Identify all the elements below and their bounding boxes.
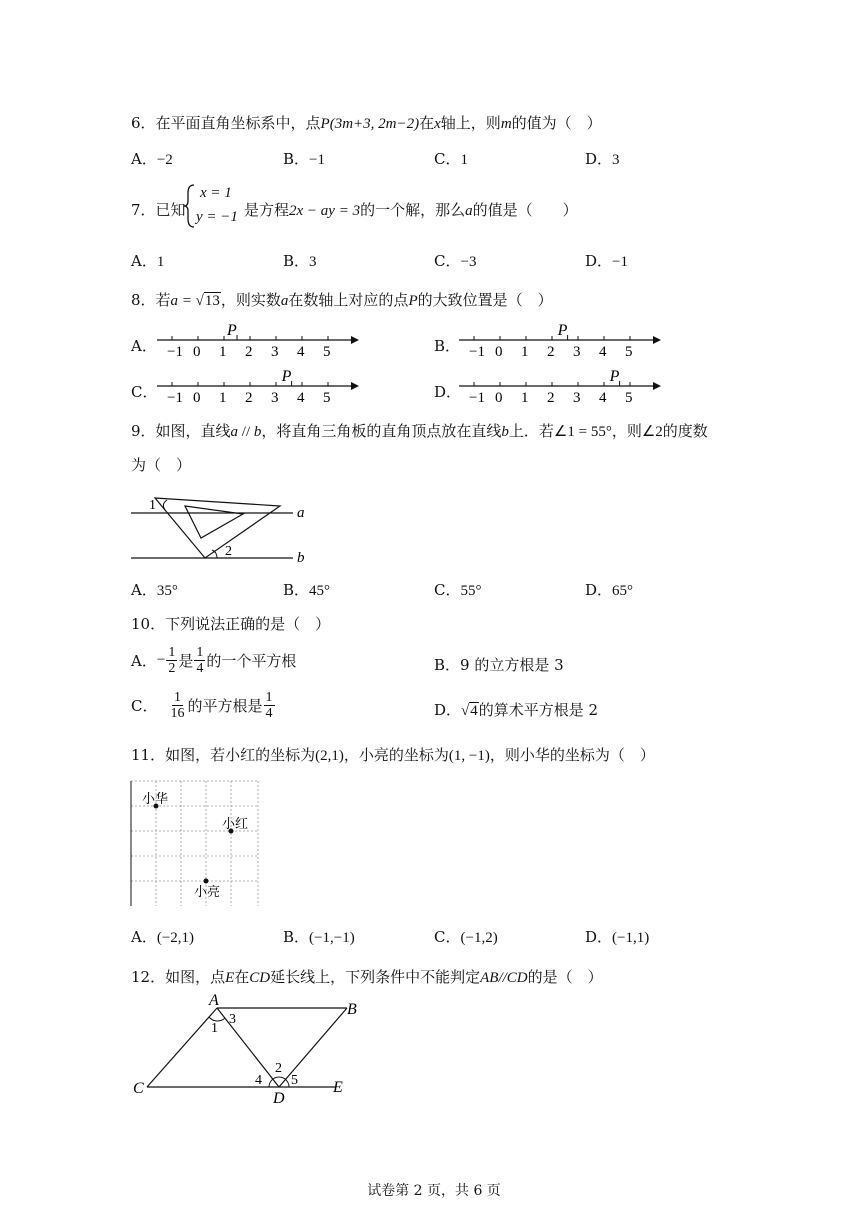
q12-CD: CD bbox=[249, 970, 271, 986]
q7-text2: 的一个解，那么 bbox=[360, 201, 466, 219]
tick-label: −1 bbox=[167, 344, 183, 358]
q8-sqrt: √13 bbox=[195, 293, 220, 309]
option-value: (−1,−1) bbox=[309, 930, 355, 946]
option-text: 9 的立方根是 3 bbox=[460, 656, 564, 674]
tick-label: −1 bbox=[469, 344, 485, 358]
option-label: D． bbox=[585, 150, 613, 168]
q7-option-d[interactable] bbox=[585, 250, 628, 271]
q9-b: b bbox=[253, 424, 262, 440]
q11-text3: ，则小华的坐标为（ ） bbox=[489, 746, 655, 764]
segment-AC bbox=[147, 1008, 217, 1087]
label-liang: 小亮 bbox=[194, 884, 221, 899]
fig-label-1: 1 bbox=[211, 1021, 218, 1036]
q8-option-b-numberline[interactable] bbox=[457, 318, 667, 358]
q12-figure bbox=[125, 990, 365, 1105]
q7-text: 是方程 bbox=[244, 201, 290, 219]
tick-label: 1 bbox=[219, 344, 227, 358]
option-value: −1 bbox=[309, 152, 325, 168]
option-value: −2 bbox=[156, 152, 173, 168]
tick-label: 3 bbox=[573, 390, 581, 404]
q9-text5: 的度数 bbox=[662, 422, 708, 440]
fraction-1-16 bbox=[168, 690, 186, 721]
q9-option-d[interactable] bbox=[585, 579, 633, 600]
q8-radicand: 13 bbox=[204, 293, 220, 309]
q9-option-a[interactable] bbox=[131, 579, 178, 600]
label-hong: 小红 bbox=[222, 816, 249, 831]
fig-label-2: 2 bbox=[225, 544, 232, 559]
option-text: 是 bbox=[178, 652, 194, 670]
option-value: 45° bbox=[309, 583, 331, 599]
q7-eq2: y = −1 bbox=[196, 209, 238, 225]
q12-text4: 的是（ ） bbox=[527, 968, 603, 986]
fig-label-D: D bbox=[273, 1090, 285, 1105]
q8-stem bbox=[131, 289, 553, 310]
q6-text3: 轴上，则 bbox=[440, 114, 501, 132]
q8-option-a-label[interactable]: A． bbox=[131, 337, 157, 355]
fraction-1-2 bbox=[166, 645, 177, 676]
option-value: (−1,1) bbox=[612, 930, 650, 946]
option-label: A． bbox=[131, 581, 157, 599]
tick-label: 5 bbox=[625, 390, 633, 404]
q7-stem-lead: 7．已知 bbox=[131, 201, 186, 219]
option-label: A． bbox=[131, 252, 157, 270]
axis-arrow-icon bbox=[653, 336, 661, 344]
tick-label: 2 bbox=[245, 390, 253, 404]
q10-stem: 10．下列说法正确的是（ ） bbox=[131, 615, 331, 633]
option-value: (−2,1) bbox=[156, 930, 195, 946]
q8-option-d-numberline[interactable] bbox=[457, 364, 667, 404]
fig-label-2: 2 bbox=[275, 1061, 282, 1076]
q9-stem-line1 bbox=[131, 420, 708, 441]
tick-label: 0 bbox=[495, 344, 503, 358]
option-label: A． bbox=[131, 150, 157, 168]
numerator: 1 bbox=[265, 690, 273, 705]
q9-text: 9．如图，直线 bbox=[131, 422, 231, 440]
segment-AD bbox=[217, 1008, 279, 1087]
option-label: B． bbox=[283, 928, 310, 946]
q12-stem bbox=[131, 966, 603, 987]
option-label: D． bbox=[585, 252, 613, 270]
option-label: A． bbox=[131, 928, 157, 946]
axis-arrow-icon bbox=[653, 382, 661, 390]
tick-label: 2 bbox=[245, 344, 253, 358]
q9-stem-line2: 为（ ） bbox=[131, 456, 192, 474]
axis-arrow-icon bbox=[351, 336, 359, 344]
tick-label: 1 bbox=[521, 344, 529, 358]
option-text: 的平方根是 bbox=[187, 697, 263, 715]
option-label: A． bbox=[131, 652, 157, 670]
q8-text: 8．若 bbox=[131, 291, 171, 309]
q8-text4: 的大致位置是（ ） bbox=[417, 291, 553, 309]
option-label: C． bbox=[131, 697, 158, 715]
q6-text2: 在 bbox=[419, 114, 435, 132]
q6-stem bbox=[131, 112, 602, 133]
fig-label-4: 4 bbox=[255, 1073, 262, 1088]
q6-option-a[interactable] bbox=[131, 148, 173, 169]
q12-AB-CD: AB//CD bbox=[480, 970, 528, 986]
point-liang bbox=[204, 879, 209, 884]
fig-label-E: E bbox=[333, 1079, 343, 1096]
point-p-label: P bbox=[557, 322, 568, 339]
q11-stem bbox=[131, 744, 655, 765]
q8-option-a-numberline[interactable] bbox=[155, 318, 365, 358]
tick-label: 5 bbox=[323, 344, 331, 358]
tick-label: 4 bbox=[599, 344, 607, 358]
q10-option-a[interactable] bbox=[131, 645, 296, 676]
q8-option-c-numberline[interactable] bbox=[155, 364, 365, 404]
q9-option-b[interactable] bbox=[283, 579, 330, 600]
fig-label-A: A bbox=[209, 992, 219, 1009]
q9-figure bbox=[125, 478, 325, 570]
option-label: D． bbox=[585, 928, 613, 946]
option-label: C． bbox=[434, 150, 461, 168]
point-p-label: P bbox=[227, 322, 237, 339]
q7-option-c[interactable] bbox=[434, 250, 476, 271]
label-hua: 小华 bbox=[142, 791, 169, 806]
numerator: 1 bbox=[173, 690, 181, 705]
point-p-label: P bbox=[281, 368, 292, 385]
q8-point: P bbox=[408, 293, 418, 309]
q9-b2: b bbox=[501, 424, 509, 440]
numerator: 1 bbox=[196, 645, 204, 660]
tick-label: 2 bbox=[547, 344, 555, 358]
fraction-1-4 bbox=[194, 645, 205, 676]
q10-option-c[interactable] bbox=[131, 690, 276, 721]
fig-label-B: B bbox=[347, 1001, 357, 1018]
option-label: B． bbox=[283, 150, 310, 168]
tick-label: −1 bbox=[167, 390, 183, 404]
q6-option-b[interactable] bbox=[283, 148, 325, 169]
option-label: B． bbox=[283, 581, 310, 599]
option-label: C． bbox=[434, 928, 461, 946]
numerator: 1 bbox=[168, 645, 176, 660]
page-footer: 试卷第 2 页，共 6 页 bbox=[367, 1183, 501, 1199]
option-value: 35° bbox=[156, 583, 178, 599]
q11-red-coord: (2,1) bbox=[315, 748, 344, 764]
q6-option-c[interactable] bbox=[434, 148, 468, 169]
option-value: 1 bbox=[460, 152, 468, 168]
tick-label: 2 bbox=[547, 390, 555, 404]
q9-text3: 上．若 bbox=[508, 422, 554, 440]
q6-text4: 的值为（ ） bbox=[511, 114, 602, 132]
q11-option-c[interactable] bbox=[434, 926, 498, 947]
option-value: −1 bbox=[612, 254, 628, 270]
q9-option-c[interactable] bbox=[434, 579, 481, 600]
denominator: 4 bbox=[265, 706, 273, 721]
q7-var: a bbox=[465, 203, 473, 219]
q8-option-b-label[interactable]: B． bbox=[434, 337, 461, 355]
q11-liang-coord: (1, −1) bbox=[448, 748, 490, 764]
tick-label: 1 bbox=[219, 390, 227, 404]
q12-E: E bbox=[225, 970, 235, 986]
q6-var: m bbox=[500, 116, 512, 132]
q7-text3: 的值是（ ） bbox=[472, 201, 578, 219]
q6-point: P(3m+3, 2m−2) bbox=[320, 116, 420, 132]
option-value: −3 bbox=[460, 254, 477, 270]
tick-label: 3 bbox=[573, 344, 581, 358]
option-label: C． bbox=[434, 581, 461, 599]
triangle-inner bbox=[185, 506, 243, 538]
point-p-label: P bbox=[609, 368, 620, 385]
q6-option-d[interactable] bbox=[585, 148, 620, 169]
tick-label: 0 bbox=[495, 390, 503, 404]
q7-eq1: x = 1 bbox=[200, 185, 232, 201]
tick-label: 4 bbox=[297, 390, 305, 404]
angle1-arc bbox=[163, 500, 167, 510]
sqrt-4: √4 bbox=[461, 703, 478, 719]
q11-grid-figure bbox=[128, 778, 262, 910]
option-label: B． bbox=[283, 252, 310, 270]
option-value: 55° bbox=[460, 583, 482, 599]
option-text: 的一个平方根 bbox=[206, 652, 297, 670]
fig-label-a: a bbox=[297, 505, 305, 521]
fig-label-b: b bbox=[297, 550, 305, 566]
option-value: (−1,2) bbox=[460, 930, 498, 946]
option-label: C． bbox=[434, 252, 461, 270]
minus-sign: − bbox=[156, 652, 166, 668]
q8-option-d-label[interactable]: D． bbox=[434, 383, 462, 401]
q12-text: 12．如图，点 bbox=[131, 968, 226, 986]
q8-option-c-label[interactable]: C． bbox=[131, 383, 158, 401]
option-label: D． bbox=[585, 581, 613, 599]
q11-option-a[interactable] bbox=[131, 926, 194, 947]
fig-label-5: 5 bbox=[291, 1073, 298, 1088]
denominator: 16 bbox=[170, 706, 185, 721]
fig-label-3: 3 bbox=[229, 1012, 236, 1027]
q8-expr: a = bbox=[170, 293, 196, 309]
radicand: 4 bbox=[470, 703, 478, 719]
denominator: 4 bbox=[196, 661, 204, 676]
segment-BD bbox=[279, 1008, 347, 1087]
q11-option-d[interactable] bbox=[585, 926, 649, 947]
tick-label: −1 bbox=[469, 390, 485, 404]
option-label: D． bbox=[434, 701, 462, 719]
fig-label-C: C bbox=[133, 1080, 144, 1097]
option-value: 65° bbox=[612, 583, 634, 599]
tick-label: 3 bbox=[271, 344, 279, 358]
q8-text2: ，则实数 bbox=[220, 291, 281, 309]
option-value: 3 bbox=[612, 152, 620, 168]
q7-option-a[interactable] bbox=[131, 250, 164, 271]
q6-axis: x bbox=[434, 116, 441, 132]
q11-text: 11．如图，若小红的坐标为 bbox=[131, 746, 316, 764]
tick-label: 1 bbox=[521, 390, 529, 404]
q7-option-b[interactable] bbox=[283, 250, 317, 271]
option-text: 的算术平方根是 2 bbox=[478, 701, 599, 719]
q9-text2: ，将直角三角板的直角顶点放在直线 bbox=[261, 422, 502, 440]
q9-a: a bbox=[230, 424, 239, 440]
q9-text4: ，则 bbox=[611, 422, 642, 440]
fig-label-1: 1 bbox=[149, 498, 156, 513]
tick-label: 0 bbox=[193, 344, 201, 358]
q8-var: a bbox=[280, 293, 289, 309]
option-label: B． bbox=[434, 656, 461, 674]
tick-label: 4 bbox=[599, 390, 607, 404]
tick-label: 5 bbox=[323, 390, 331, 404]
q8-text3: 在数轴上对应的点 bbox=[288, 291, 409, 309]
q6-text: 6．在平面直角坐标系中，点 bbox=[131, 114, 321, 132]
tick-label: 0 bbox=[193, 390, 201, 404]
tick-label: 5 bbox=[625, 344, 633, 358]
q9-angle1: ∠1 = 55° bbox=[553, 424, 612, 440]
q9-angle2: ∠2 bbox=[641, 424, 663, 440]
option-value: 3 bbox=[309, 254, 317, 270]
q7-equation: 2x − ay = 3 bbox=[289, 203, 361, 219]
q7-stem bbox=[244, 199, 578, 220]
q7-brace bbox=[183, 183, 197, 229]
q12-text2: 在 bbox=[234, 968, 250, 986]
q10-option-b[interactable] bbox=[434, 654, 564, 675]
q10-option-d[interactable] bbox=[434, 699, 598, 720]
q9-parallel: // bbox=[238, 424, 254, 440]
tick-label: 3 bbox=[271, 390, 279, 404]
denominator: 2 bbox=[168, 661, 176, 676]
q12-text3: 延长线上，下列条件中不能判定 bbox=[270, 968, 481, 986]
fraction-1-4 bbox=[264, 690, 275, 721]
q11-text2: ，小亮的坐标为 bbox=[343, 746, 449, 764]
option-value: 1 bbox=[156, 254, 165, 270]
q11-option-b[interactable] bbox=[283, 926, 355, 947]
axis-arrow-icon bbox=[351, 382, 359, 390]
angle2-arc bbox=[212, 550, 217, 558]
tick-label: 4 bbox=[297, 344, 305, 358]
